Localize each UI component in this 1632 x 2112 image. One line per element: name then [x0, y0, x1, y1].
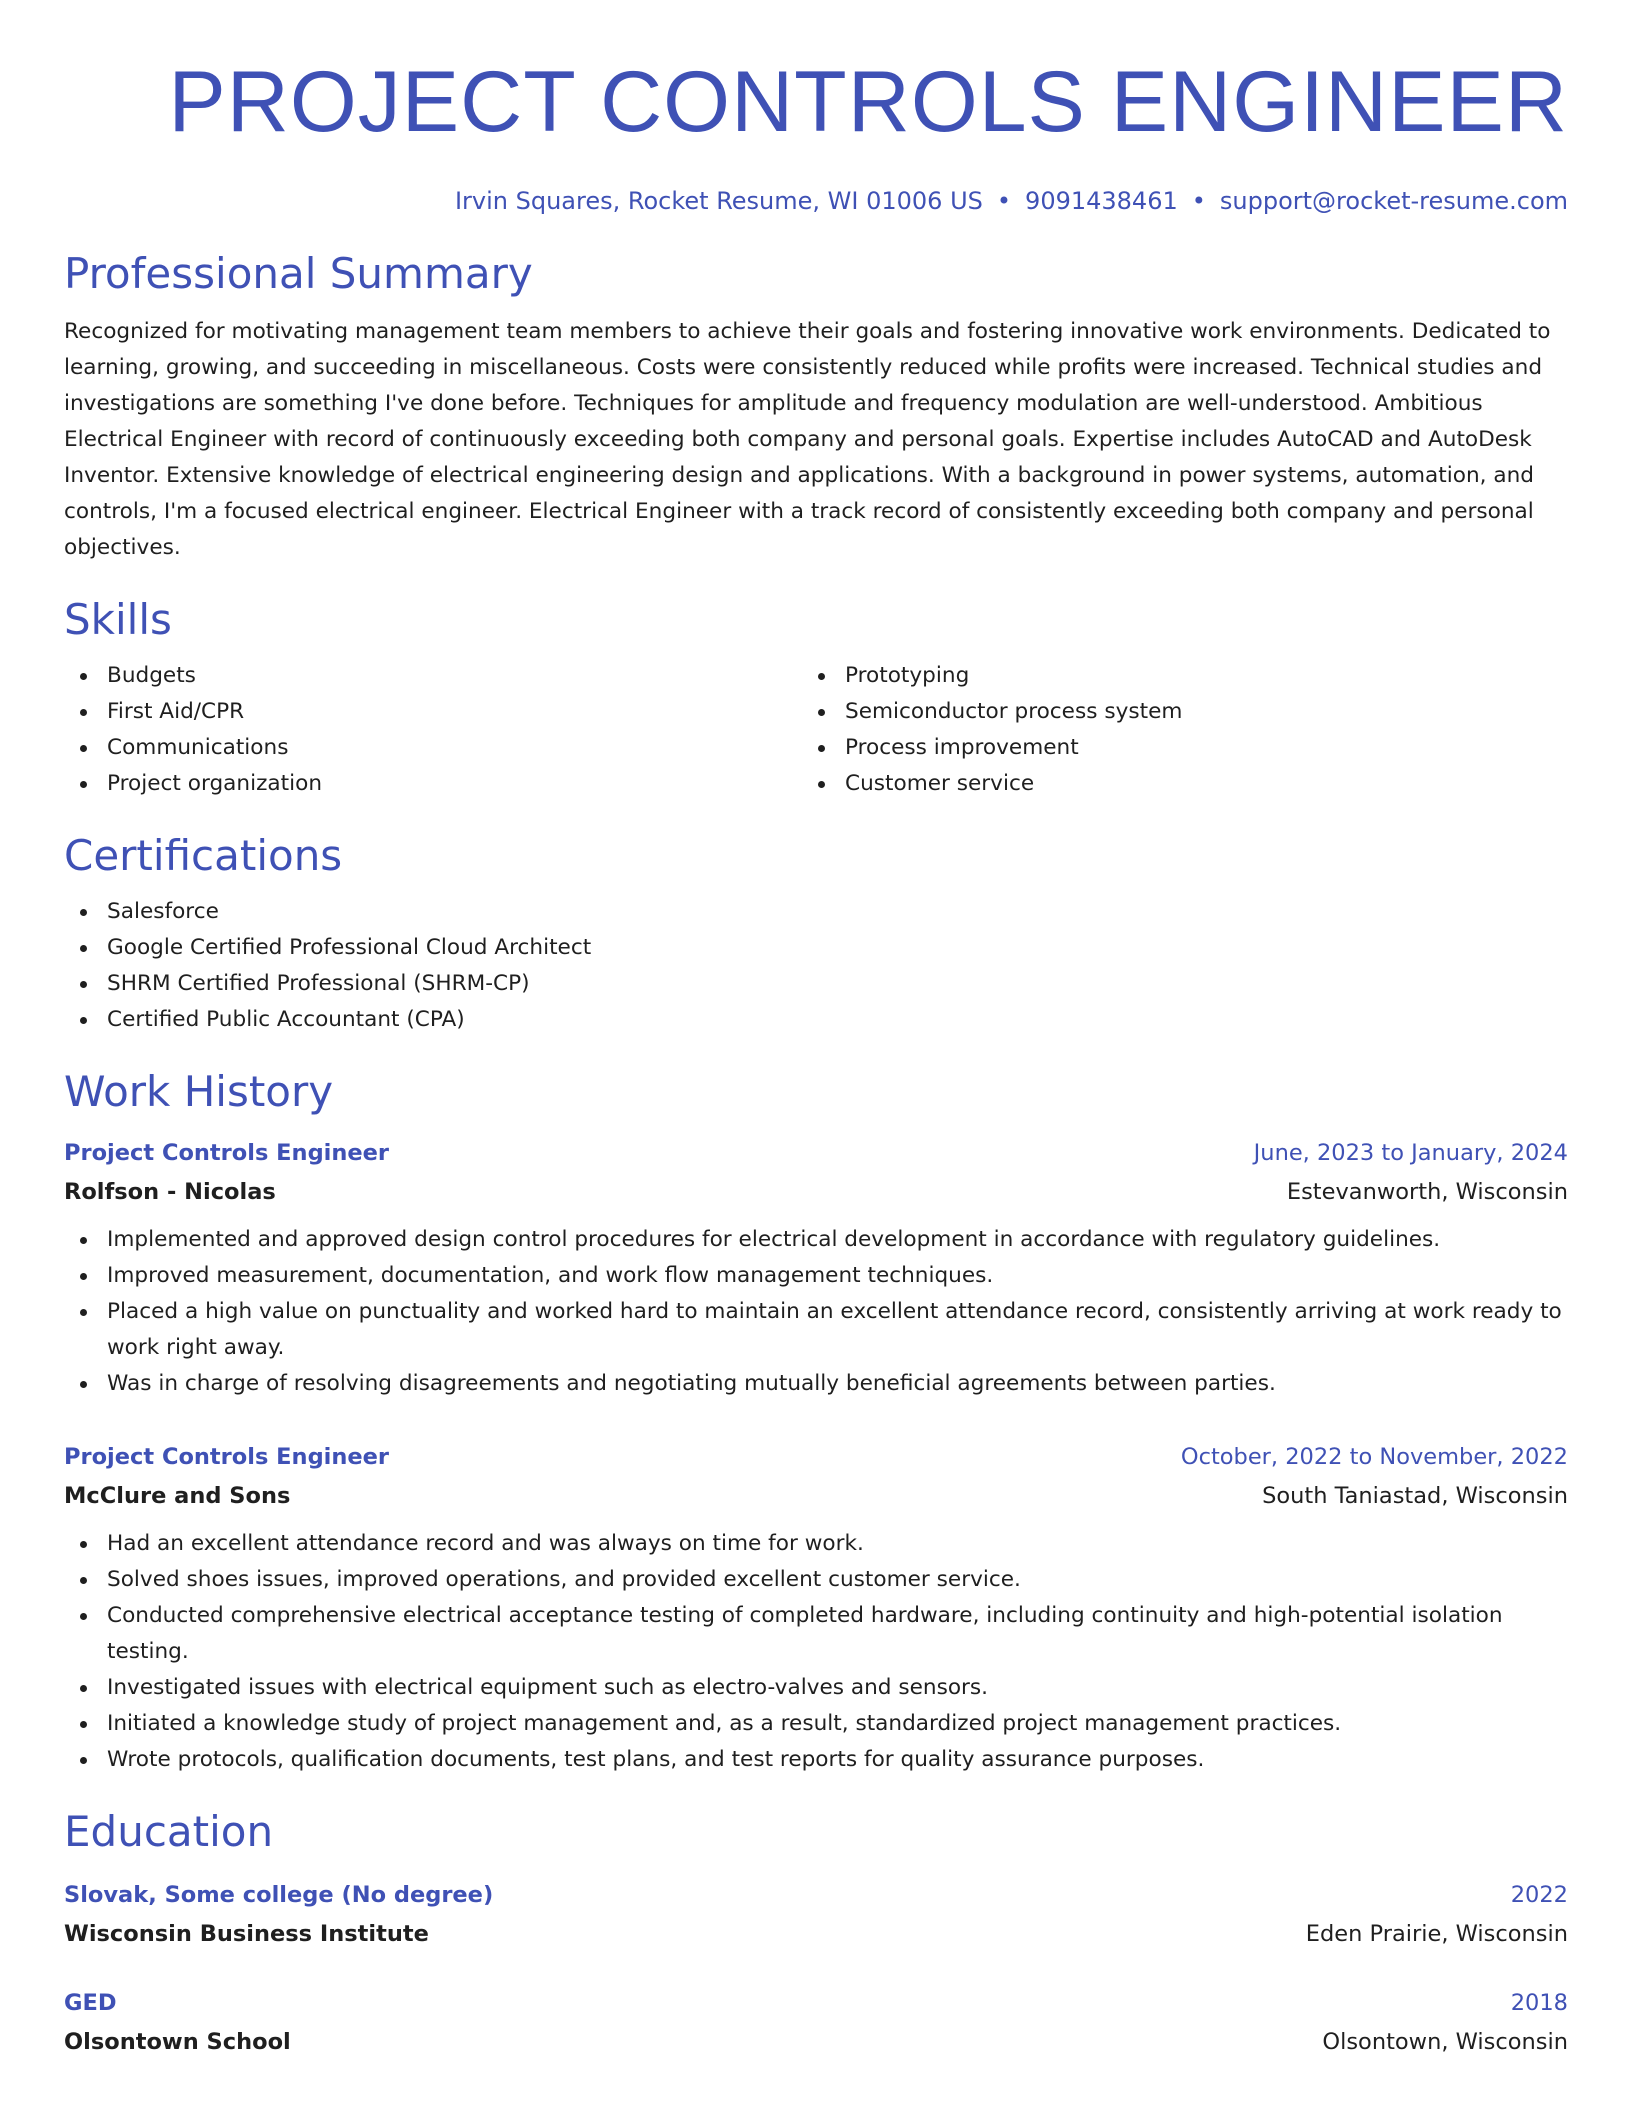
section-title-education: Education: [64, 1807, 274, 1856]
certification-item: Google Certified Professional Cloud Architect: [64, 930, 1568, 966]
education-school-row: [64, 1914, 1568, 1954]
education-section: [64, 1806, 1568, 2062]
summary-text: Recognized for motivating management team members to achieve their goals and fostering innovative work environments. Dedicated to learning, growing, and succeeding in miscellaneous. Costs were consistently reduced while profits were increased. Technical studies and investigations are something I've done before. Techniques for amplitude and frequency modulation are well-understood. Ambitious Electrical Engineer with record of continuously exceeding both company and personal goals. Expertise includes AutoCAD and AutoDesk Inventor. Extensive knowledge of electrical engineering design and applications. With a background in power systems, automation, and controls, I'm a focused electrical engineer. Electrical Engineer with a track record of consistently exceeding both company and personal objectives.: [64, 319, 1551, 560]
education-location: Olsontown, Wisconsin: [1322, 2029, 1568, 2055]
certifications-list: [64, 894, 1568, 1038]
job-company-row: [64, 1476, 1568, 1516]
certification-item: Certified Public Accountant (CPA): [64, 1002, 1568, 1038]
education-year: 2022: [1510, 1882, 1568, 1908]
section-title-certifications: Certifications: [64, 831, 343, 880]
skills-section: [64, 594, 1568, 802]
job-bullet: Initiated a knowledge study of project management and, as a result, standardized project management practices.: [64, 1706, 1568, 1742]
skill-item: Communications: [64, 730, 802, 766]
contact-separator: •: [996, 187, 1012, 215]
education-school: Wisconsin Business Institute: [64, 1921, 429, 1947]
email-link[interactable]: support@rocket-resume.com: [1219, 187, 1568, 215]
education-location: Eden Prairie, Wisconsin: [1305, 1921, 1568, 1947]
job-company: McClure and Sons: [64, 1483, 291, 1509]
phone: 9091438461: [1025, 187, 1178, 215]
job-company-row: [64, 1172, 1568, 1212]
education-school: Olsontown School: [64, 2029, 291, 2055]
work-history-section: [64, 1066, 1568, 1778]
job-bullet: Investigated issues with electrical equipment such as electro-valves and sensors.: [64, 1670, 1568, 1706]
skill-item: First Aid/CPR: [64, 694, 802, 730]
job-dates: October, 2022 to November, 2022: [1180, 1444, 1568, 1470]
skills-list-right: [802, 658, 1568, 802]
education-school-row: [64, 2022, 1568, 2062]
job-location: Estevanworth, Wisconsin: [1286, 1179, 1568, 1205]
education-degree: GED: [64, 1990, 117, 2016]
job-bullet: Was in charge of resolving disagreements and negotiating mutually beneficial agreements between parties.: [64, 1366, 1568, 1402]
skill-item: Project organization: [64, 766, 802, 802]
job-bullets: [64, 1526, 1568, 1778]
skill-item: Semiconductor process system: [802, 694, 1568, 730]
job-entry: [64, 1134, 1568, 1402]
skill-item: Budgets: [64, 658, 802, 694]
job-header-row: [64, 1134, 1568, 1172]
job-bullet: Wrote protocols, qualification documents, test plans, and test reports for quality assurance purposes.: [64, 1742, 1568, 1778]
section-title-summary: Professional Summary: [64, 249, 533, 298]
certifications-section: [64, 830, 1568, 1038]
skills-grid: [64, 646, 1568, 802]
job-company: Rolfson - Nicolas: [64, 1179, 276, 1205]
job-bullet: Solved shoes issues, improved operations, and provided excellent customer service.: [64, 1562, 1568, 1598]
job-bullet: Conducted comprehensive electrical acceptance testing of completed hardware, including continuity and high-potential isolation testing.: [64, 1598, 1568, 1670]
section-title-skills: Skills: [64, 595, 172, 644]
job-title: Project Controls Engineer: [64, 1444, 390, 1470]
job-header-row: [64, 1438, 1568, 1476]
job-title: Project Controls Engineer: [64, 1140, 390, 1166]
contact-separator: •: [1191, 187, 1206, 215]
education-entry: [64, 1984, 1568, 2062]
job-bullets: [64, 1222, 1568, 1402]
job-bullet: Improved measurement, documentation, and work flow management techniques.: [64, 1258, 1568, 1294]
job-bullet: Placed a high value on punctuality and worked hard to maintain an excellent attendance record, consistently arriving at work ready to work right away.: [64, 1294, 1568, 1366]
job-location: South Taniastad, Wisconsin: [1262, 1483, 1568, 1509]
address: Irvin Squares, Rocket Resume, WI 01006 US: [454, 187, 983, 215]
skill-item: Customer service: [802, 766, 1568, 802]
section-title-work-history: Work History: [64, 1067, 334, 1116]
skills-list-left: [64, 658, 802, 802]
education-degree: Slovak, Some college (No degree): [64, 1882, 494, 1908]
candidate-name: PROJECT CONTROLS ENGINEER: [168, 54, 1568, 150]
skill-item: Process improvement: [802, 730, 1568, 766]
job-bullet: Had an excellent attendance record and was always on time for work.: [64, 1526, 1568, 1562]
job-bullet: Implemented and approved design control procedures for electrical development in accordance with regulatory guidelines.: [64, 1222, 1568, 1258]
job-entry: [64, 1438, 1568, 1778]
education-year: 2018: [1510, 1990, 1568, 2016]
contact-line: [64, 186, 1568, 216]
education-entry: [64, 1876, 1568, 1954]
education-header-row: [64, 1984, 1568, 2022]
certification-item: SHRM Certified Professional (SHRM-CP): [64, 966, 1568, 1002]
education-header-row: [64, 1876, 1568, 1914]
job-dates: June, 2023 to January, 2024: [1253, 1140, 1568, 1166]
skill-item: Prototyping: [802, 658, 1568, 694]
certification-item: Salesforce: [64, 894, 1568, 930]
